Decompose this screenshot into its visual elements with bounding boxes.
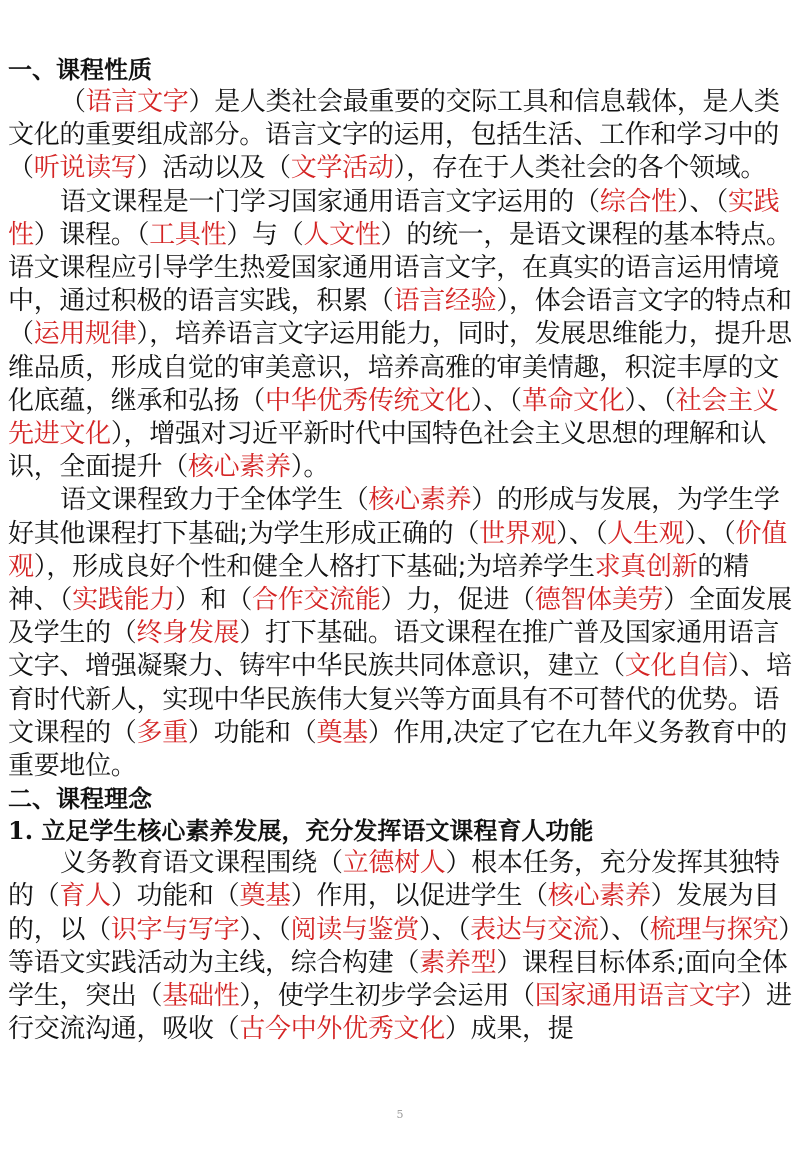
highlighted-answer: 人生观 — [607, 518, 685, 549]
text-segment: ）是人类社会最重要的交际工具和信息载体，是人类文化的重要组成部分。语言文字的运用，包括生活、工作和学习中的（ — [8, 87, 780, 184]
text-segment: ）、（ — [239, 914, 291, 945]
highlighted-answer: 阅读与鉴赏 — [290, 914, 419, 945]
text-segment: ）、（ — [556, 518, 608, 549]
text-segment: ）作用,决定了它在九年义务教育中的重要地位。 — [8, 717, 788, 782]
text-segment: ）、（ — [676, 186, 728, 217]
highlighted-answer: 奠基 — [239, 881, 291, 912]
highlighted-answer: 育人 — [59, 881, 111, 912]
text-segment: ）功能和（ — [187, 717, 317, 748]
text-segment: ）、（ — [684, 518, 736, 549]
highlighted-answer: 古今中外优秀文化 — [239, 1014, 445, 1045]
highlighted-answer: 合作交流能 — [252, 585, 381, 616]
text-segment: ）活动以及（ — [136, 153, 291, 184]
highlighted-answer: 实践性 — [8, 186, 780, 250]
text-segment: ）根本任务，充分发挥其独特的（ — [8, 848, 780, 912]
text-segment: ）功能和（ — [110, 881, 240, 912]
highlighted-answer: 人文性 — [303, 219, 381, 250]
highlighted-answer: 核心素养 — [187, 452, 291, 483]
text-segment: ）等语文实践活动为主线，综合构建（ — [8, 914, 791, 978]
highlighted-answer: 多重 — [136, 717, 188, 748]
highlighted-answer: 奠基 — [316, 717, 368, 748]
highlighted-answer: 表达与交流 — [470, 914, 599, 945]
text-segment: ）的统一，是语文课程的基本特点。语文课程应引导学生热爱国家通用语言文字，在真实的语言运用情境中，通过积极的语言实践，积累（ — [8, 219, 792, 317]
highlighted-answer: 基础性 — [162, 981, 240, 1012]
highlighted-answer: 实践能力 — [72, 585, 175, 616]
text-segment: ）全面发展及学生的（ — [8, 585, 792, 649]
highlighted-answer: 中华优秀传统文化 — [265, 385, 471, 416]
highlighted-answer: 语言文字 — [85, 87, 189, 117]
highlighted-answer: 德智体美劳 — [534, 585, 664, 616]
text-segment: ）、（ — [470, 385, 522, 416]
text-segment: ）进行交流沟通，吸收（ — [8, 981, 792, 1045]
highlighted-answer: 语言经验 — [393, 286, 497, 317]
highlighted-answer: 运用规律 — [33, 319, 137, 350]
paragraph — [8, 186, 792, 485]
text-segment: ）、（ — [418, 914, 471, 945]
paragraph — [8, 847, 792, 1046]
text-segment: 义务教育语文课程围绕（ — [60, 848, 343, 879]
subsection1-title: 1. 立足学生核心素养发展，充分发挥语文课程育人功能 — [8, 816, 594, 846]
text-segment: ）与（ — [226, 219, 304, 250]
highlighted-answer: 文化自信 — [624, 651, 728, 682]
text-segment: 语文课程致力于全体学生（ — [60, 485, 369, 516]
text-segment: ）打下基础。语文课程在推广普及国家通用语言文字、增强凝聚力、铸牢中华民族共同体意识，建立（ — [8, 618, 780, 682]
text-segment: ）作用，以促进学生（ — [290, 881, 548, 912]
highlighted-answer: 终身发展 — [136, 618, 240, 649]
highlighted-answer: 世界观 — [479, 518, 557, 549]
text-segment: ）、（ — [624, 385, 676, 416]
highlighted-answer: 求真创新 — [594, 551, 698, 582]
highlighted-answer: 文学活动 — [290, 153, 394, 184]
text-segment: ）成果，提 — [444, 1014, 574, 1045]
document-page — [8, 54, 792, 1046]
text-segment: ）的形成与发展，为学生学好其他课程打下基础;为学生形成正确的（ — [8, 485, 780, 549]
highlighted-answer: 梳理与探究 — [649, 914, 779, 945]
section1-title: 一、课程性质 — [8, 55, 152, 84]
highlighted-answer: 综合性 — [599, 186, 677, 217]
text-segment: ）课程目标体系;面向全体学生，突出（ — [8, 947, 788, 1012]
text-segment: ）力，促进（ — [380, 585, 535, 616]
text-segment: ）和（ — [174, 585, 253, 616]
highlighted-answer: 革命文化 — [521, 385, 625, 416]
highlighted-answer: 国家通用语言文字 — [534, 981, 741, 1012]
text-segment: ），培养语言文字运用能力，同时，发展思维能力，提升思维品质，形成自觉的审美意识，培养高雅的审美情趣，积淀丰厚的文化底蕴，继承和弘扬（ — [8, 319, 792, 416]
paragraph — [8, 86, 792, 186]
text-segment: ），形成良好个性和健全人格打下基础;为培养学生 — [33, 551, 595, 582]
highlighted-answer: 价值观 — [8, 518, 787, 582]
text-segment: ），体会语言文字的特点和（ — [8, 286, 792, 350]
highlighted-answer: 素养型 — [419, 947, 497, 978]
paragraph — [8, 484, 792, 783]
section2-title: 二、课程理念 — [8, 784, 152, 814]
page-number: 5 — [396, 1108, 404, 1121]
text-segment: 语文课程是一门学习国家通用语言文字运用的（ — [60, 186, 600, 217]
section1-body — [8, 86, 792, 783]
text-segment: ）。 — [290, 452, 330, 483]
text-segment: ）发展为目的，以（ — [8, 881, 780, 945]
text-segment: ），使学生初步学会运用（ — [239, 981, 535, 1012]
highlighted-answer: 识字与写字 — [110, 914, 240, 945]
highlighted-answer: 社会主义先进文化 — [8, 385, 779, 450]
text-segment: ）、（ — [598, 914, 650, 945]
highlighted-answer: 核心素养 — [547, 881, 651, 912]
section2-body — [8, 847, 792, 1046]
text-segment: ），存在于人类社会的各个领域。 — [393, 153, 767, 184]
highlighted-answer: 立德树人 — [342, 848, 446, 879]
highlighted-answer: 工具性 — [149, 219, 227, 250]
text-segment: ）、培育时代新人，实现中华民族伟大复兴等方面具有不可替代的优势。语文课程的（ — [8, 651, 792, 748]
text-segment: ），增强对习近平新时代中国特色社会主义思想的理解和认识，全面提升（ — [8, 419, 767, 483]
text-segment: ）课程。（ — [33, 219, 150, 250]
highlighted-answer: 听说读写 — [33, 153, 137, 184]
text-segment: （ — [60, 87, 86, 117]
highlighted-answer: 核心素养 — [368, 485, 472, 516]
text-segment: 的精神、（ — [8, 551, 749, 616]
